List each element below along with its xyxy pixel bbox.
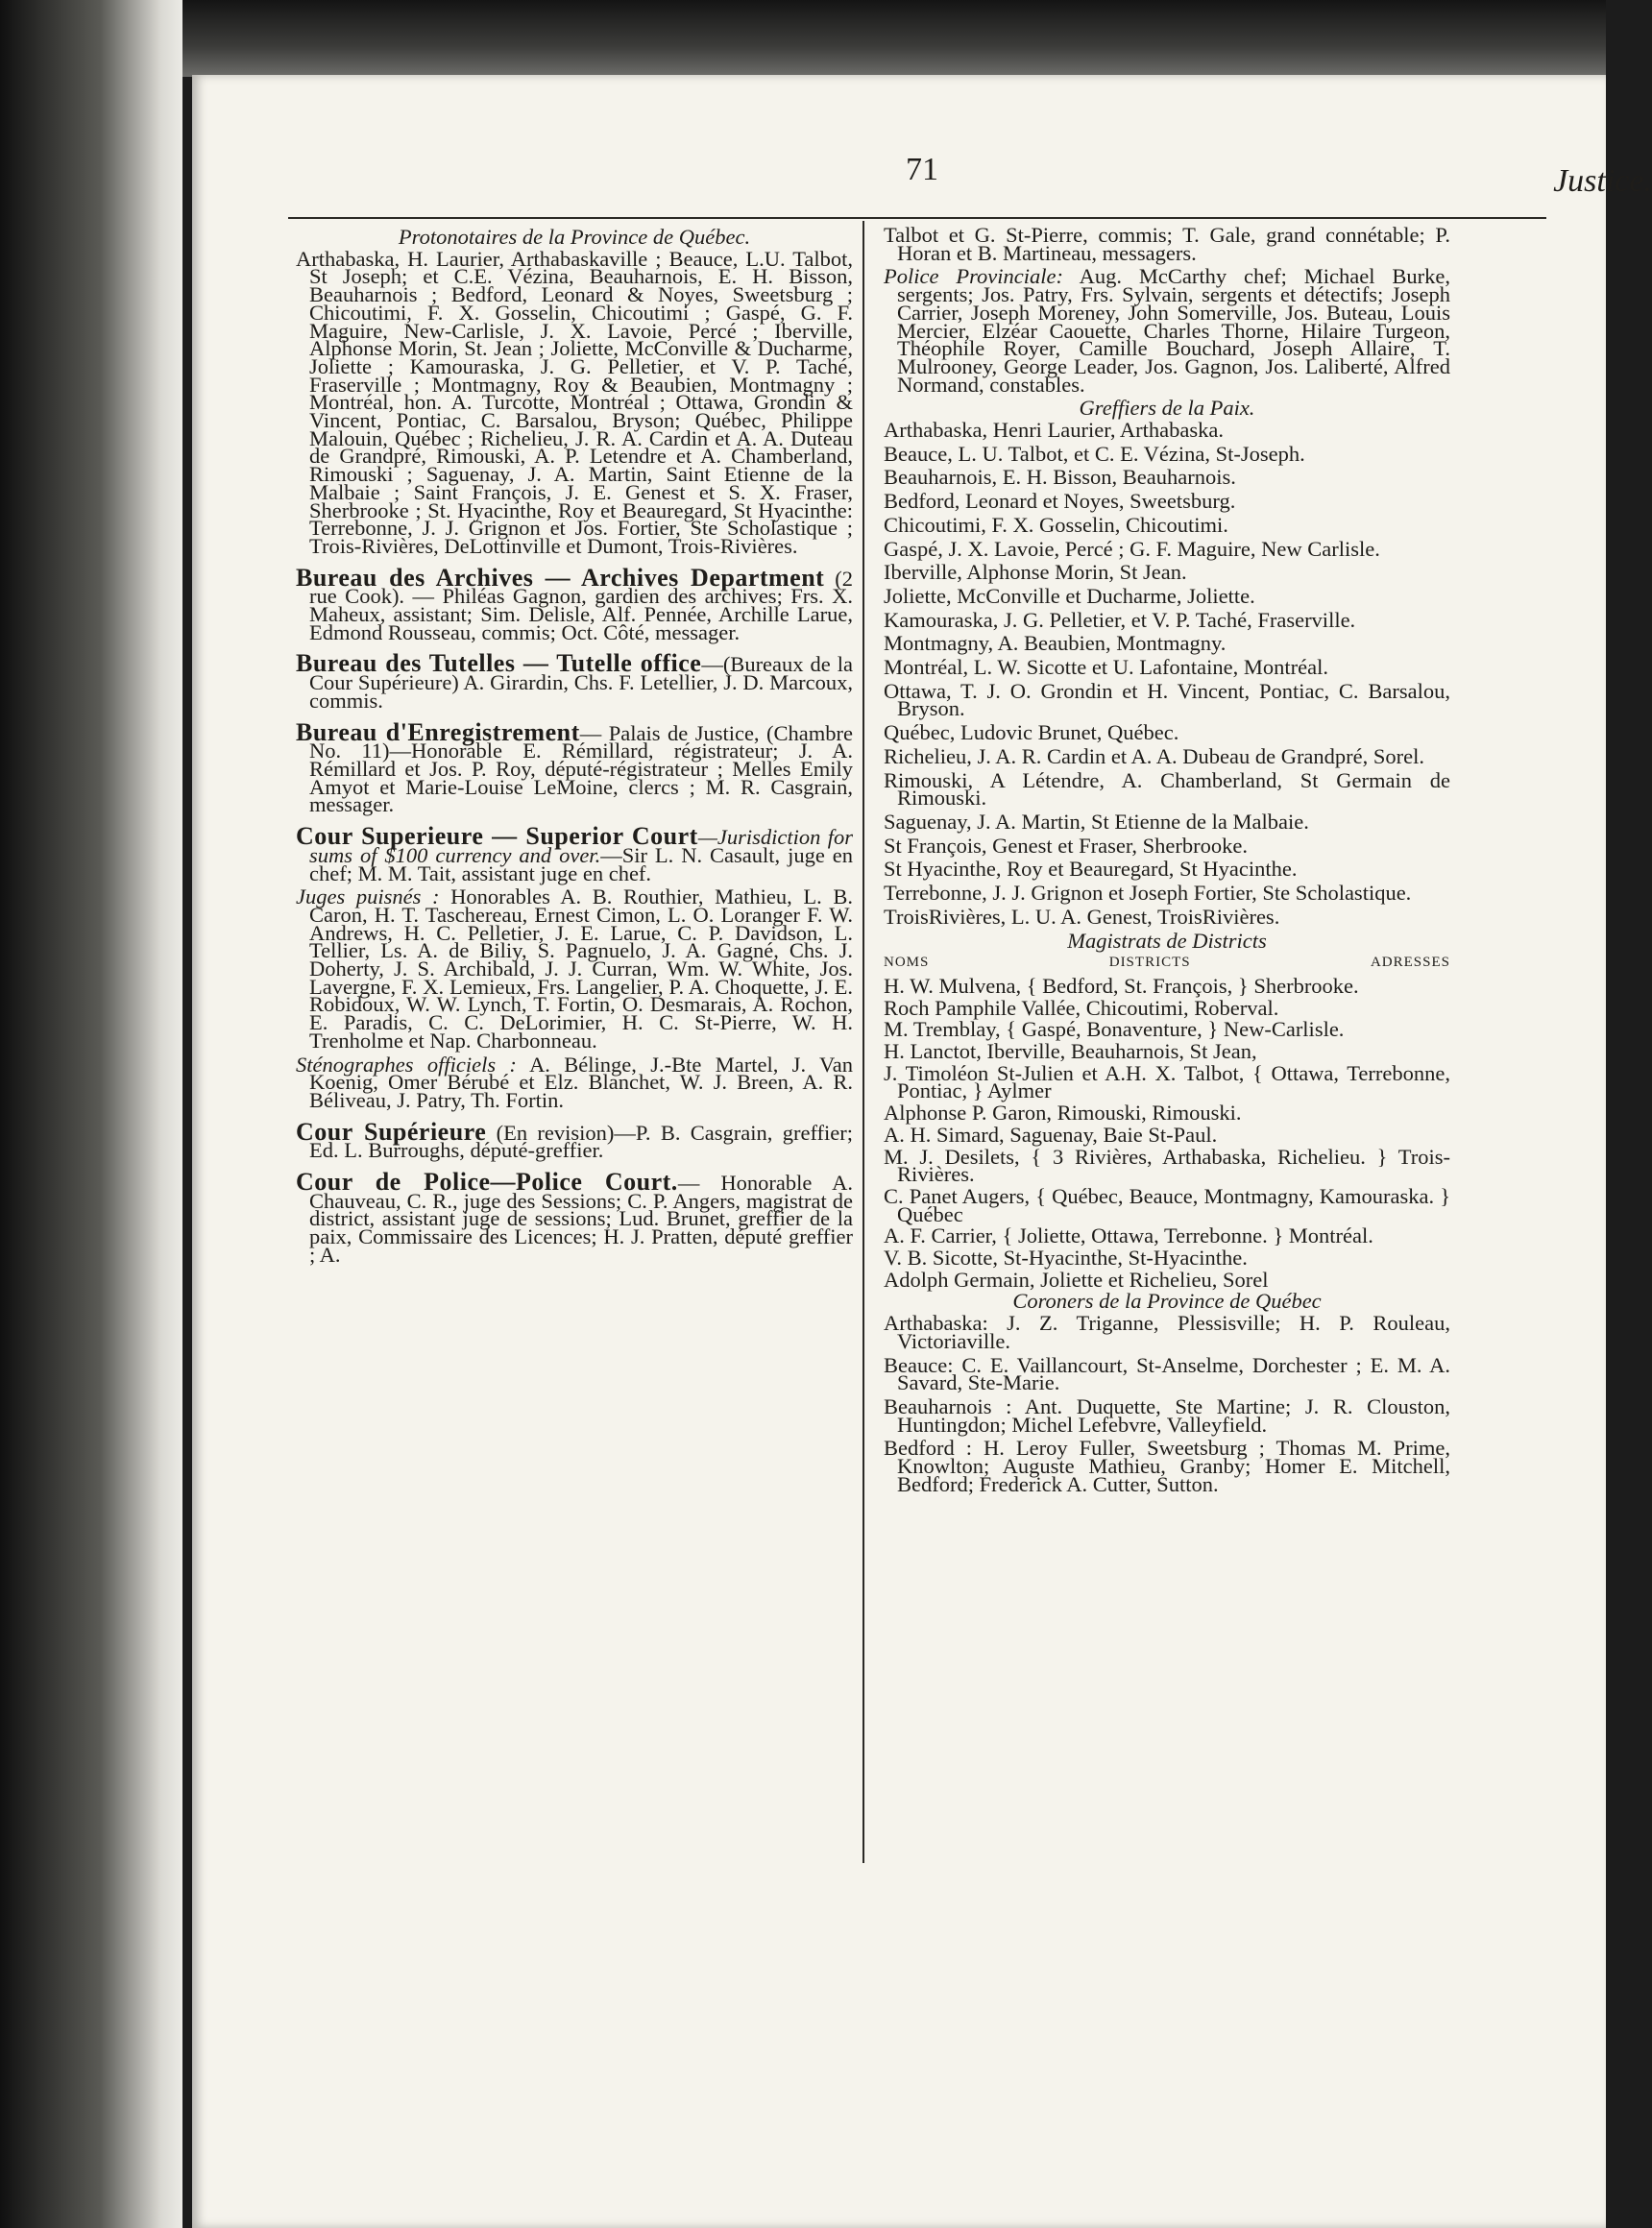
protonotaires-text: Arthabaska, H. Laurier, Arthabaskaville ; Beauce, L.U. Talbot, St Joseph; et C.E. Vézina, Beauharnois, E. H. Bisson, Beauharnois ; Bedford, Leonard & Noyes, Sweetsburg ; Chicoutimi, F. X. Gosselin, Chicoutimi ; Gaspé, G. F. Maguire, New-Carlisle, J. X. Lavoie, Percé ; Iberville, Alphonse Morin, St. Jean ; Joliette, McConville & Ducharme, Joliette ; Kamouraska, J. G. Pelletier, et V. P. Taché, Fraserville ; Montmagny, Roy & Beaubien, Montmagny ; Montréal, hon. A. Turcotte, Montréal ; Ottawa, Grondin & Vincent, Pontiac, C. Barsalou, Bryson; Québec, Philippe Malouin, Québec ; Richelieu, J. R. A. Cardin et A. A. Duteau de Grandpré, Rimouski, A. P. Letendre et A. Chamberland, Rimouski ; Saguenay, J. A. Martin, Saint Etienne de la Malbaie ; Saint François, J. E. Genest et S. X. Fraser, Sherbrooke ; St. Hyacinthe, Roy et Beauregard, St Hyacinthe: Terrebonne, J. J. Grignon et Jos. Fortier, Ste Scholastique ; Trois-Rivières, DeLottinville et Dumont, Trois-Rivières. <box>296 246 853 558</box>
revision-heading: Cour Supérieure <box>296 1117 487 1146</box>
list-item: Arthabaska, Henri Laurier, Arthabaska. <box>884 418 1224 443</box>
greffiers-list <box>884 418 1450 929</box>
list-item: Iberville, Alphonse Morin, St Jean. <box>884 560 1187 585</box>
steno-text: A. Bélinge, J.-Bte Martel, J. Van Koenig, Omer Bérubé et Elz. Blanchet, W. J. Breen, A. R. Béliveau, J. Patry, Th. Fortin. <box>309 1052 854 1112</box>
archives-heading: Bureau des Archives — Archives Department <box>296 563 825 592</box>
archives-text: (2 rue Cook). — Philéas Gagnon, gardien des archives; Frs. X. Maheux, assistant; Sim. Delisle, Alf. Pennée, Archille Larue, Edmond Rousseau, commis; Oct. Côté, messager. <box>309 566 853 644</box>
superieure-jurisdiction: —Jurisdiction for sums of $100 currency and over. <box>309 825 853 867</box>
police-heading: Cour de Police—Police Court. <box>296 1168 678 1197</box>
scan-border-top <box>182 0 1606 77</box>
coroners-list <box>884 1311 1450 1496</box>
enregistrement-text: — Palais de Justice, (Chambre No. 11)—Honorable E. Rémillard, régistrateur; J. A. Rémillard et Jos. P. Roy, député-régistrateur ; Melles Emily Amyot et Marie-Louise LeMoine, clercs ; M. R. Casgrain, messager. <box>309 720 854 817</box>
table-row: M. J. Desilets, { 3 Rivières, Arthabaska, Richelieu. } Trois-Rivières. <box>884 1144 1450 1187</box>
table-row: Alphonse P. Garon, Rimouski, Rimouski. <box>884 1101 1242 1126</box>
table-row: H. Lanctot, Iberville, Beauharnois, St Jean, <box>884 1039 1257 1064</box>
scan-border-left <box>0 0 182 2228</box>
col-header-adresses: ADRESSES <box>1370 955 1450 971</box>
magistrats-title: Magistrats de Districts <box>1067 928 1267 953</box>
police-section <box>296 1168 853 1267</box>
list-item: Richelieu, J. A. R. Cardin et A. A. Dubeau de Grandpré, Sorel. <box>884 743 1425 768</box>
provinciale-label: Police Provinciale: <box>884 264 1063 289</box>
enregistrement-heading: Bureau d'Enregistrement <box>296 717 580 746</box>
puisnes-text: Honorables A. B. Routhier, Mathieu, L. B. Caron, H. T. Taschereau, Ernest Cimon, L. O. Loranger F. W. Andrews, H. C. Pelletier, J. E. Larue, C. P. Davidson, L. Tellier, Ls. A. de Biliy, S. Pagnuelo, J. A. Gagné, Chs. J. Doherty, J. S. Archibald, J. J. Curran, Wm. W. White, Jos. Lavergne, F. X. Lemieux, Frs. Langelier, P. A. Choquette, J. E. Robidoux, W. W. Lynch, T. Fortin, O. Desmarais, A. Rochon, E. Paradis, C. C. DeLorimier, H. C. St-Pierre, W. H. Trenholme et Nap. Charbonneau. <box>309 884 854 1053</box>
list-item: Gaspé, J. X. Lavoie, Percé ; G. F. Maguire, New Carlisle. <box>884 536 1380 561</box>
magistrats-list <box>884 973 1450 1292</box>
list-item: Beauharnois : Ant. Duquette, Ste Martine; J. R. Clouston, Huntingdon; Michel Lefebvre, Valleyfield. <box>884 1393 1450 1437</box>
list-item: TroisRivières, L. U. A. Genest, TroisRivières. <box>884 904 1280 929</box>
protonotaires-title: Protonotaires de la Province de Québec. <box>398 225 751 249</box>
police-text: — Honorable A. Chauveau, C. R., juge des Sessions; C. P. Angers, magistrat de district, assistant juge de sessions; Lud. Brunet, greffier de la paix, Commissaire des Licences; H. J. Pratten, député greffier ; A. <box>309 1171 853 1267</box>
list-item: Montréal, L. W. Sicotte et U. Lafontaine, Montréal. <box>884 655 1329 680</box>
table-row: M. Tremblay, { Gaspé, Bonaventure, } New-Carlisle. <box>884 1017 1345 1042</box>
tutelles-section <box>296 649 853 713</box>
list-item: Beauce: C. E. Vaillancourt, St-Anselme, Dorchester ; E. M. A. Savard, Ste-Marie. <box>884 1352 1450 1395</box>
left-column <box>296 227 853 1278</box>
list-item: Ottawa, T. J. O. Grondin et H. Vincent, Pontiac, C. Barsalou, Bryson. <box>884 678 1450 721</box>
table-row: Adolph Germain, Joliette et Richelieu, Sorel <box>884 1267 1269 1292</box>
magistrats-column-headers <box>884 954 1450 972</box>
steno-label: Sténographes officiels : <box>296 1052 517 1077</box>
puisnes-label: Juges puisnés : <box>296 884 440 909</box>
table-row: A. F. Carrier, { Joliette, Ottawa, Terrebonne. } Montréal. <box>884 1223 1373 1248</box>
list-item: Saguenay, J. A. Martin, St Etienne de la Malbaie. <box>884 809 1309 834</box>
list-item: Terrebonne, J. J. Grignon et Joseph Fortier, Ste Scholastique. <box>884 881 1412 906</box>
revision-section <box>296 1117 853 1163</box>
table-row: C. Panet Augers, { Québec, Beauce, Montmagny, Kamouraska. } Québec <box>884 1183 1450 1226</box>
column-separator <box>862 221 864 1863</box>
table-row: V. B. Sicotte, St-Hyacinthe, St-Hyacinthe. <box>884 1246 1248 1271</box>
list-item: Joliette, McConville et Ducharme, Joliette. <box>884 583 1255 608</box>
document-page <box>192 75 1652 2228</box>
page-number: 71 <box>906 152 938 187</box>
tutelles-text: —(Bureaux de la Cour Supérieure) A. Girardin, Chs. F. Letellier, J. D. Marcoux, commis. <box>309 652 853 713</box>
revision-text: (En revision)—P. B. Casgrain, greffier; Ed. L. Burroughs, député-greffier. <box>309 1120 853 1163</box>
list-item: Québec, Ludovic Brunet, Québec. <box>884 720 1179 745</box>
list-item: Montmagny, A. Beaubien, Montmagny. <box>884 631 1227 656</box>
enregistrement-section <box>296 717 854 817</box>
police-continued: Talbot et G. St-Pierre, commis; T. Gale, grand connétable; P. Horan et B. Martineau, messagers. <box>884 223 1450 265</box>
right-column <box>884 223 1451 1499</box>
running-title: Justice. <box>1553 163 1652 199</box>
list-item: Bedford, Leonard et Noyes, Sweetsburg. <box>884 489 1236 514</box>
list-item: Beauce, L. U. Talbot, et C. E. Vézina, St-Joseph. <box>884 441 1305 466</box>
superieure-text: —Sir L. N. Casault, juge en chef; M. M. Tait, assistant juge en chef. <box>309 842 853 885</box>
list-item: Kamouraska, J. G. Pelletier, et V. P. Taché, Fraserville. <box>884 607 1356 632</box>
archives-section <box>296 563 853 644</box>
list-item: Chicoutimi, F. X. Gosselin, Chicoutimi. <box>884 512 1228 537</box>
header-rule <box>288 217 1546 219</box>
tutelles-heading: Bureau des Tutelles — Tutelle office <box>296 649 702 678</box>
protonotaires-section <box>296 225 853 558</box>
list-item: Rimouski, A Létendre, A. Chamberland, St Germain de Rimouski. <box>884 767 1450 811</box>
provinciale-text: Aug. McCarthy chef; Michael Burke, sergents; Jos. Patry, Frs. Sylvain, sergents et détectifs; Joseph Carrier, Joseph Moreney, John Somerville, Jos. Buteau, Louis Mercier, Elzéar Caouette, Charles Thorne, Hilaire Turgeon, Théophile Royer, Camille Bouchard, Joseph Allaire, T. Mulrooney, George Leader, Jos. Gagnon, Jos. Laliberté, Alfred Normand, constables. <box>897 264 1451 397</box>
list-item: Beauharnois, E. H. Bisson, Beauharnois. <box>884 465 1236 490</box>
list-item: Bedford : H. Leroy Fuller, Sweetsburg ; Thomas M. Prime, Knowlton; Auguste Mathieu, Granby; Homer E. Mitchell, Bedford; Frederick A. Cutter, Sutton. <box>884 1436 1450 1496</box>
list-item: St François, Genest et Fraser, Sherbrooke. <box>884 833 1249 858</box>
col-header-noms: NOMS <box>884 955 930 971</box>
table-row: H. W. Mulvena, { Bedford, St. François, } Sherbrooke. <box>884 973 1359 998</box>
col-header-districts: DISTRICTS <box>1108 955 1191 971</box>
table-row: A. H. Simard, Saguenay, Baie St-Paul. <box>884 1122 1218 1147</box>
list-item: St Hyacinthe, Roy et Beauregard, St Hyacinthe. <box>884 857 1298 882</box>
superieure-heading: Cour Superieure — Superior Court <box>296 822 698 851</box>
coroners-title: Coroners de la Province de Québec <box>1012 1289 1322 1314</box>
greffiers-title: Greffiers de la Paix. <box>1079 396 1255 421</box>
list-item: Arthabaska: J. Z. Triganne, Plessisville; H. P. Rouleau, Victoriaville. <box>884 1311 1450 1353</box>
superieure-section <box>296 822 854 1112</box>
table-row: Roch Pamphile Vallée, Chicoutimi, Roberval. <box>884 995 1279 1020</box>
table-row: J. Timoléon St-Julien et A.H. X. Talbot, { Ottawa, Terrebonne, Pontiac, } Aylmer <box>884 1060 1450 1103</box>
